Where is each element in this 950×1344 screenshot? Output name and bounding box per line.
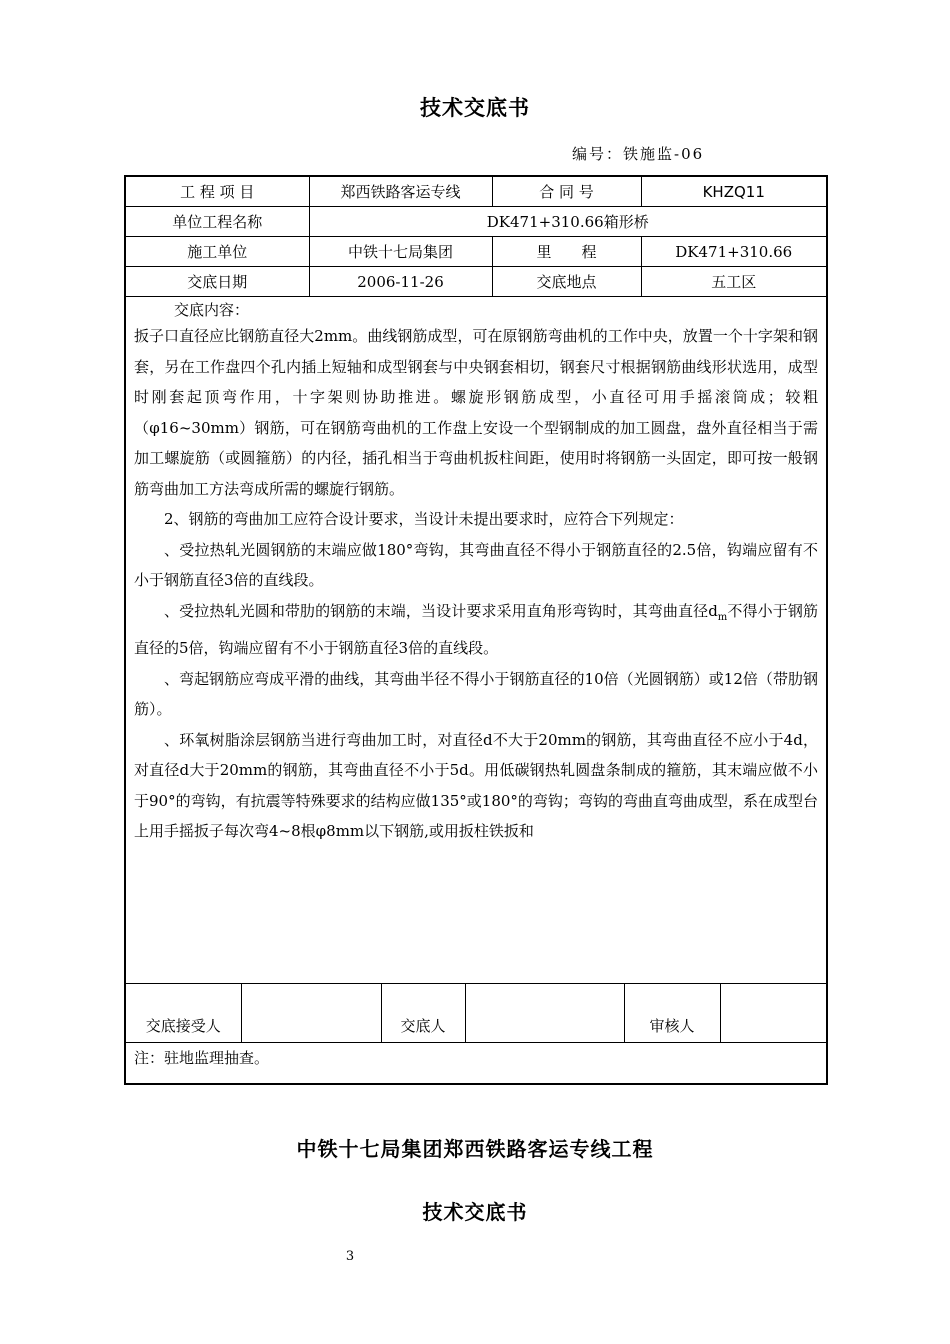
signature-table bbox=[126, 984, 826, 1042]
content-paragraph-1: 扳子口直径应比钢筋直径大2mm。曲线钢筋成型，可在原钢筋弯曲机的工作中央，放置一个十字架和钢套，另在工作盘四个孔内插上短轴和成型钢套与中央钢套相切，钢套尺寸根据钢筋曲线形状选用，成型时刚套起顶弯作用，十字架则协助推进。螺旋形钢筋成型，小直径可用手摇滚筒成；较粗（φ16~30mm）钢筋，可在钢筋弯曲机的工作盘上安设一个型钢制成的加工圆盘，盘外直径相当于需加工螺旋筋（或圆箍筋）的内径，插孔相当于弯曲机扳柱间距，使用时将钢筋一头固定，即可按一般钢筋弯曲加工方法弯成所需的螺旋行钢筋。 bbox=[134, 327, 818, 498]
table-row bbox=[125, 207, 827, 237]
organization-title: 中铁十七局集团郑西铁路客运专线工程 bbox=[296, 1137, 654, 1161]
receiver-signature-field bbox=[241, 984, 381, 1042]
date-label: 交底日期 bbox=[125, 267, 309, 297]
signature-cell bbox=[125, 984, 827, 1043]
content-paragraph-3: 、受拉热轧光圆钢筋的末端应做180°弯钩，其弯曲直径不得小于钢筋直径的2.5倍，钩端应留有不小于钢筋直径3倍的直线段。 bbox=[134, 540, 818, 589]
content-heading: 交底内容： bbox=[174, 301, 250, 319]
content-paragraph-5: 、弯起钢筋应弯成平滑的曲线，其弯曲半径不得小于钢筋直径的10倍（光圆钢筋）或12倍（带肋钢筋）。 bbox=[134, 669, 818, 718]
page-number: 3 bbox=[345, 1249, 355, 1264]
p4-symbol: d bbox=[708, 601, 718, 620]
mileage-value: DK471+310.66 bbox=[641, 237, 827, 267]
disclosure-content bbox=[134, 299, 818, 847]
table-row bbox=[125, 267, 827, 297]
date-value: 2006-11-26 bbox=[309, 267, 492, 297]
place-label: 交底地点 bbox=[492, 267, 641, 297]
p4-text-before: 、受拉热轧光圆和带肋的钢筋的末端，当设计要求采用直角形弯钩时，其弯曲直径 bbox=[164, 601, 709, 620]
content-paragraph-4 bbox=[134, 596, 818, 664]
project-value: 郑西铁路客运专线 bbox=[309, 176, 492, 207]
builder-label: 施工单位 bbox=[125, 237, 309, 267]
discloser-label: 交底人 bbox=[381, 984, 465, 1042]
builder-value: 中铁十七局集团 bbox=[309, 237, 492, 267]
p4-subscript: m bbox=[717, 611, 728, 623]
discloser-signature-field bbox=[465, 984, 624, 1042]
contract-label: 合 同 号 bbox=[492, 176, 641, 207]
note-text: 注：驻地监理抽查。 bbox=[125, 1043, 827, 1085]
mileage-label: 里 程 bbox=[492, 237, 641, 267]
project-label: 工 程 项 目 bbox=[125, 176, 309, 207]
reviewer-label: 审核人 bbox=[624, 984, 720, 1042]
document-number: 编号：铁施监-06 bbox=[572, 145, 705, 163]
table-row bbox=[125, 1043, 827, 1085]
table-row bbox=[125, 237, 827, 267]
place-value: 五工区 bbox=[641, 267, 827, 297]
disclosure-table bbox=[124, 175, 828, 1085]
content-cell bbox=[125, 297, 827, 984]
content-paragraph-6: 、环氧树脂涂层钢筋当进行弯曲加工时，对直径d不大于20mm的钢筋，其弯曲直径不应小于4d，对直径d大于20mm的钢筋，其弯曲直径不小于5d。用低碳钢热轧圆盘条制成的箍筋，其末端应做不小于90°的弯钩，有抗震等特殊要求的结构应做135°或180°的弯钩；弯钩的弯曲直弯曲成型，系在成型台上用手摇扳子每次弯4~8根φ8mm以下钢筋,或用扳柱铁扳和 bbox=[134, 730, 818, 840]
content-paragraph-2: 2、钢筋的弯曲加工应符合设计要求，当设计未提出要求时，应符合下列规定： bbox=[164, 510, 684, 528]
contract-value: KHZQ11 bbox=[641, 176, 827, 207]
table-row bbox=[125, 176, 827, 207]
table-row bbox=[125, 297, 827, 984]
unit-name-value: DK471+310.66箱形桥 bbox=[309, 207, 827, 237]
reviewer-signature-field bbox=[720, 984, 826, 1042]
unit-name-label: 单位工程名称 bbox=[125, 207, 309, 237]
signature-row bbox=[125, 984, 827, 1043]
footer-document-title: 技术交底书 bbox=[422, 1200, 528, 1224]
p4-text-after: 不得小于钢筋直径的5倍，钩端应留有不小于钢筋直径3倍的直线段。 bbox=[134, 601, 818, 657]
receiver-label: 交底接受人 bbox=[126, 984, 241, 1042]
document-title: 技术交底书 bbox=[420, 96, 530, 120]
